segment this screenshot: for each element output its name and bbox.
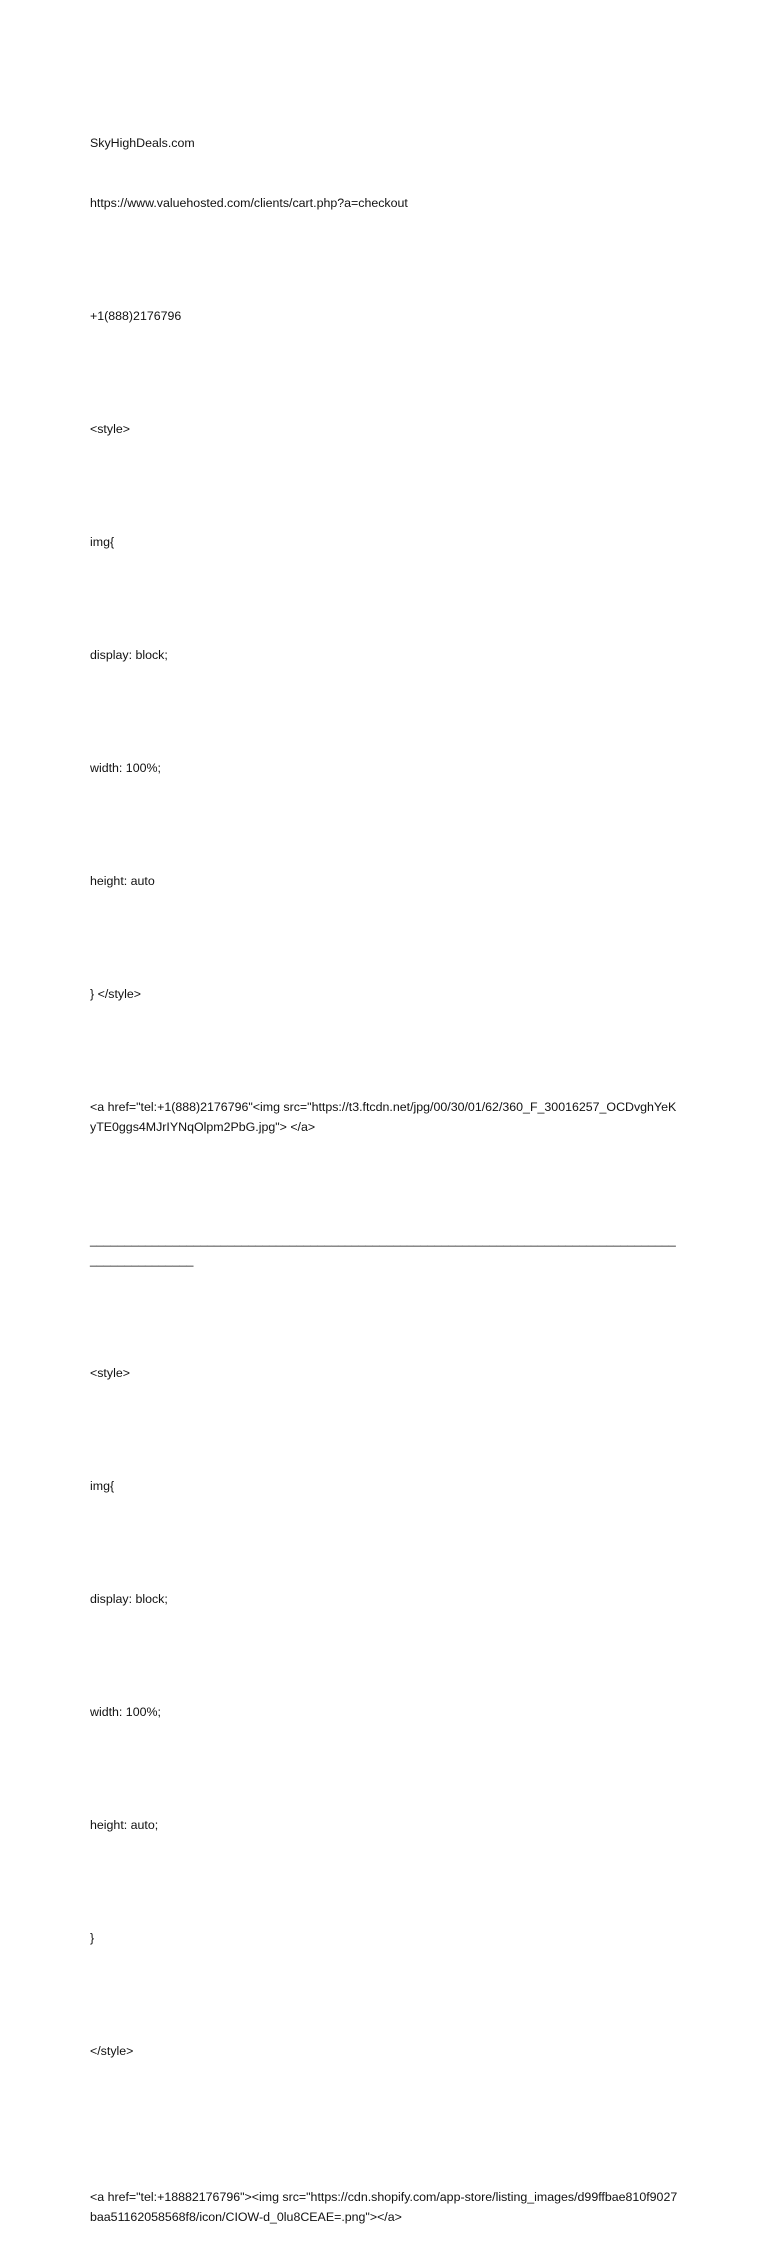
- image-link-code: <a href="tel:+1(888)2176796"<img src="https://t3.ftcdn.net/jpg/00/30/01/62/360_F_30016257_OCDvghYeKyTE0ggs4MJrIYNqOlpm2PbG.jpg"> </a>: [90, 1100, 677, 1134]
- css-display-rule: display: block;: [90, 648, 168, 662]
- css-selector: img{: [90, 535, 115, 549]
- checkout-url: https://www.valuehosted.com/clients/cart.php?a=checkout: [90, 196, 408, 210]
- style-open-tag: <style>: [90, 422, 130, 436]
- css-width-rule: width: 100%;: [90, 761, 161, 775]
- image-link-code-2: <a href="tel:+18882176796"><img src="https://cdn.shopify.com/app-store/listing_images/d99ffbae810f9027baa51162058568f8/icon/CIOW-d_0lu8CEAE=.png"></a>: [90, 2190, 678, 2224]
- site-name: SkyHighDeals.com: [90, 136, 195, 150]
- css-width-rule-2: width: 100%;: [90, 1705, 161, 1719]
- style-close-tag: } </style>: [90, 987, 141, 1001]
- style-open-tag-2: <style>: [90, 1366, 130, 1380]
- document-content: [90, 93, 680, 2267]
- css-close-brace: }: [90, 1931, 95, 1945]
- css-display-rule-2: display: block;: [90, 1592, 168, 1606]
- css-selector-2: img{: [90, 1479, 115, 1493]
- css-height-rule-2: height: auto;: [90, 1818, 159, 1832]
- phone-number: +1(888)2176796: [90, 309, 182, 323]
- separator-line: ____________________________________________________________________________________________________: [90, 1233, 676, 1267]
- css-height-rule: height: auto: [90, 874, 155, 888]
- style-close-tag-2: </style>: [90, 2044, 134, 2058]
